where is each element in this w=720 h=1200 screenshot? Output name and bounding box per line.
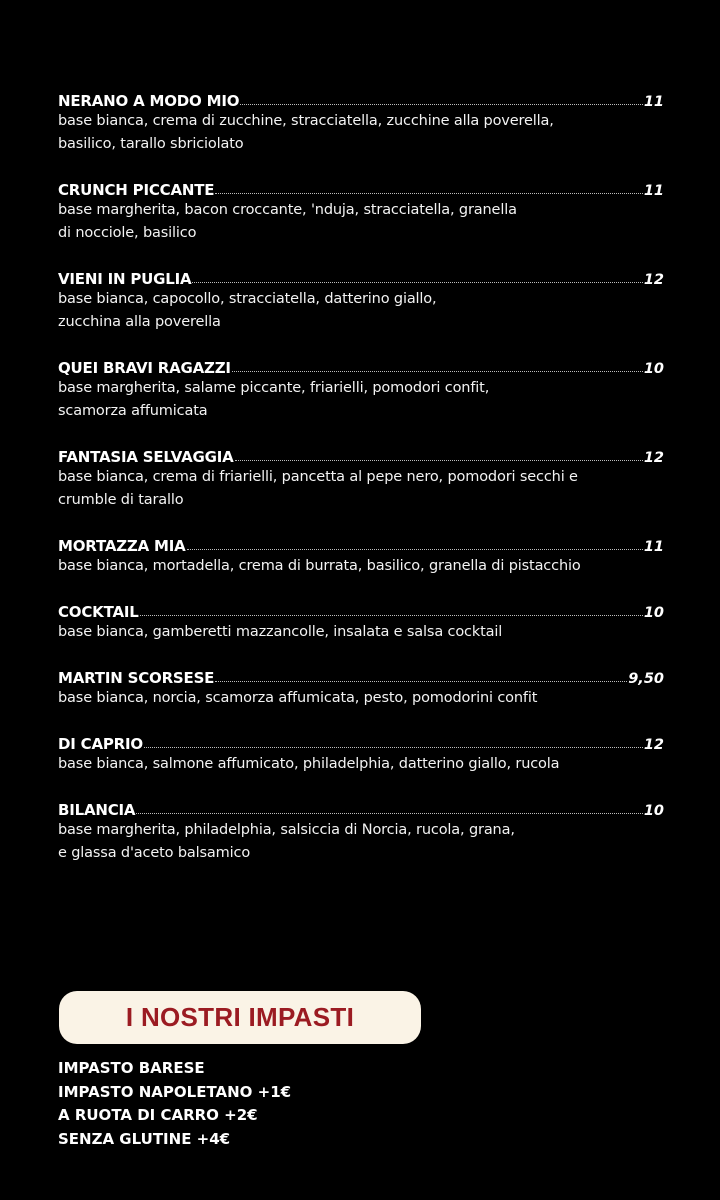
menu-item-name: QUEI BRAVI RAGAZZI (58, 359, 231, 377)
menu-item-description (58, 753, 664, 776)
description-line: e glassa d'aceto balsamico (58, 845, 251, 861)
description-line: zucchina alla poverella (58, 314, 221, 330)
menu-item-description (58, 687, 664, 710)
menu-item (58, 599, 664, 644)
menu-item-name: DI CAPRIO (58, 735, 143, 753)
impasto-option: A RUOTA DI CARRO +2€ (58, 1106, 258, 1124)
dotted-leader (192, 281, 642, 283)
menu-item-description (58, 819, 664, 865)
menu-item-price: 9,50 (628, 671, 664, 687)
description-line: crumble di tarallo (58, 492, 184, 508)
dotted-leader (187, 548, 643, 550)
menu-item-description (58, 110, 664, 156)
menu-item-header (58, 88, 664, 110)
menu-item-price: 12 (643, 450, 664, 466)
description-line: base bianca, salmone affumicato, philadelphia, datterino giallo, rucola (58, 756, 560, 772)
menu-item-header (58, 731, 664, 753)
description-line: base bianca, crema di friarielli, pancetta al pepe nero, pomodori secchi e (58, 469, 578, 485)
menu-item-name: FANTASIA SELVAGGIA (58, 448, 234, 466)
menu-item-name: BILANCIA (58, 801, 136, 819)
menu-item-price: 11 (643, 539, 664, 555)
menu-item-price: 12 (643, 272, 664, 288)
menu-item-price: 10 (643, 605, 664, 621)
menu-item (58, 665, 664, 710)
dotted-leader (240, 103, 643, 105)
menu-item-description (58, 288, 664, 334)
dotted-leader (140, 614, 643, 616)
description-line: base margherita, salame piccante, friarielli, pomodori confit, (58, 380, 490, 396)
description-line: base bianca, crema di zucchine, stracciatella, zucchine alla poverella, (58, 113, 554, 129)
description-line: base margherita, bacon croccante, 'nduja, stracciatella, granella (58, 202, 517, 218)
menu-item-name: COCKTAIL (58, 603, 139, 621)
menu-item-name: VIENI IN PUGLIA (58, 270, 192, 288)
menu-item-header (58, 266, 664, 288)
menu-item-price: 12 (643, 737, 664, 753)
impasti-options-list (58, 1057, 291, 1151)
dotted-leader (215, 192, 643, 194)
dotted-leader (136, 812, 642, 814)
description-line: base bianca, norcia, scamorza affumicata, pesto, pomodorini confit (58, 690, 538, 706)
menu-item-name: NERANO A MODO MIO (58, 92, 240, 110)
menu-item (58, 731, 664, 776)
menu-item-description (58, 199, 664, 245)
menu-item (58, 355, 664, 423)
impasti-section-title: I NOSTRI IMPASTI (125, 1002, 355, 1032)
menu-item-header (58, 797, 664, 819)
menu-item (58, 177, 664, 245)
menu-item-price: 10 (643, 361, 664, 377)
menu-item-name: CRUNCH PICCANTE (58, 181, 215, 199)
menu-item (58, 444, 664, 512)
dotted-leader (235, 459, 643, 461)
menu-item (58, 533, 664, 578)
menu-item (58, 88, 664, 156)
menu-item-description (58, 555, 664, 578)
menu-item-header (58, 665, 664, 687)
description-line: base bianca, gamberetti mazzancolle, insalata e salsa cocktail (58, 624, 503, 640)
impasto-option: IMPASTO BARESE (58, 1059, 205, 1077)
description-line: basilico, tarallo sbriciolato (58, 136, 244, 152)
impasto-option: IMPASTO NAPOLETANO +1€ (58, 1082, 292, 1101)
menu-item-price: 11 (643, 183, 664, 199)
impasti-section-badge (59, 991, 421, 1044)
menu-item-name: MORTAZZA MIA (58, 537, 186, 555)
menu-item-header (58, 355, 664, 377)
menu-item-price: 11 (643, 94, 664, 110)
menu-item-name: MARTIN SCORSESE (58, 669, 215, 687)
menu-item-price: 10 (643, 803, 664, 819)
impasto-option: SENZA GLUTINE +4€ (58, 1129, 231, 1148)
menu-item-header (58, 533, 664, 555)
menu-item (58, 797, 664, 865)
description-line: scamorza affumicata (58, 403, 208, 419)
menu-item-description (58, 466, 664, 512)
dotted-leader (215, 680, 627, 682)
menu-item-description (58, 621, 664, 644)
description-line: base bianca, mortadella, crema di burrata, basilico, granella di pistacchio (58, 558, 581, 574)
menu-item-header (58, 444, 664, 466)
description-line: base margherita, philadelphia, salsiccia di Norcia, rucola, grana, (58, 822, 515, 838)
menu-item-header (58, 599, 664, 621)
description-line: base bianca, capocollo, stracciatella, datterino giallo, (58, 291, 437, 307)
menu-item (58, 266, 664, 334)
dotted-leader (232, 370, 643, 372)
menu-item-description (58, 377, 664, 423)
pizza-menu-list (58, 88, 664, 886)
description-line: di nocciole, basilico (58, 225, 197, 241)
menu-item-header (58, 177, 664, 199)
dotted-leader (144, 746, 643, 748)
